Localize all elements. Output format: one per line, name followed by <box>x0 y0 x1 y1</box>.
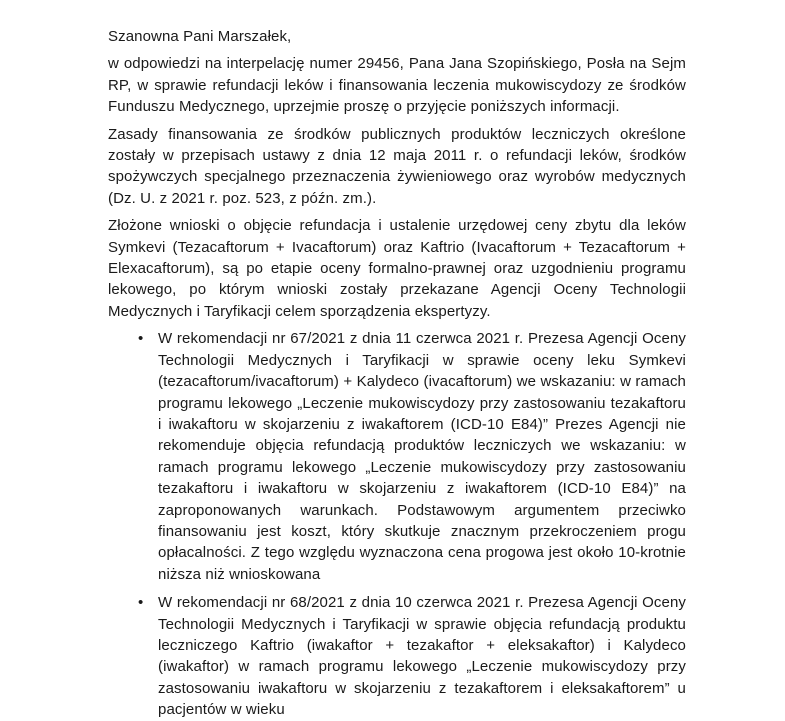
bullet-icon: • <box>138 594 144 612</box>
list-item-recommendation-68-2021 <box>108 592 686 720</box>
list-item-recommendation-67-2021 <box>108 328 686 585</box>
salutation-line: Szanowna Pani Marszałek, <box>108 28 292 45</box>
paragraph-submitted-applications: Złożone wnioski o objęcie refundacja i ustalenie urzędowej ceny zbytu dla leków Symkevi (Tezacaftorum + Ivacaftorum) oraz Kaftrio (Ivacaftorum + Tezacaftorum + Elexacaftorum), są po etapie oceny formalno-prawnej oraz uzgodnieniu programu lekowego, po którym wnioski zostały przekazane Agencji Oceny Technologii Medycznych i Taryfikacji celem sporządzenia ekspertyzy. <box>108 217 686 320</box>
list-item-text: W rekomendacji nr 67/2021 z dnia 11 czerwca 2021 r. Prezesa Agencji Oceny Technologii Medycznych i Taryfikacji w sprawie oceny leku Symkevi (tezacaftorum/ivacaftorum) + Kalydeco (ivacaftorum) we wskazaniu: w ramach programu lekowego „Leczenie mukowiscydozy przy zastosowaniu tezakaftoru i iwakaftoru w skojarzeniu z iwakaftorem (ICD-10 E84)” Prezes Agencji nie rekomenduje objęcia refundacją produktów leczniczych we wskazaniu: w ramach programu lekowego „Leczenie mukowiscydozy przy zastosowaniu tezakaftoru i iwakaftoru w skojarzeniu z iwakaftorem (ICD-10 E84)” na zaproponowanych warunkach. Podstawowym argumentem przeciwko finansowaniu jest koszt, który skutkuje znacznym przekroczeniem progu opłacalności. Z tego względu wyznaczona cena progowa jest około 10-krotnie niższa niż wnioskowana <box>158 330 686 583</box>
recommendation-list <box>108 328 686 720</box>
paragraph-financing-rules: Zasady finansowania ze środków publicznych produktów leczniczych określone zostały w przepisach ustawy z dnia 12 maja 2011 r. o refundacji leków, środków spożywczych specjalnego przeznaczenia żywieniowego oraz wyrobów medycznych (Dz. U. z 2021 r. poz. 523, z późn. zm.). <box>108 125 686 207</box>
list-item-text: W rekomendacji nr 68/2021 z dnia 10 czerwca 2021 r. Prezesa Agencji Oceny Technologii Medycznych i Taryfikacji w sprawie objęcia refundacją produktu leczniczego Kaftrio (iwakaftor + tezakaftor + eleksakaftor) i Kalydeco (iwakaftor) w ramach programu lekowego „Leczenie mukowiscydozy przy zastosowaniu iwakaftoru w skojarzeniu z tezakaftorem i eleksakaftorem” u pacjentów w wieku <box>158 594 686 719</box>
paragraph-intro-response: w odpowiedzi na interpelację numer 29456, Pana Jana Szopińskiego, Posła na Sejm RP, w sprawie refundacji leków i finansowania leczenia mukowiscydozy ze środków Funduszu Medycznego, uprzejmie proszę o przyjęcie poniższych informacji. <box>108 55 686 116</box>
bullet-icon: • <box>138 330 144 348</box>
